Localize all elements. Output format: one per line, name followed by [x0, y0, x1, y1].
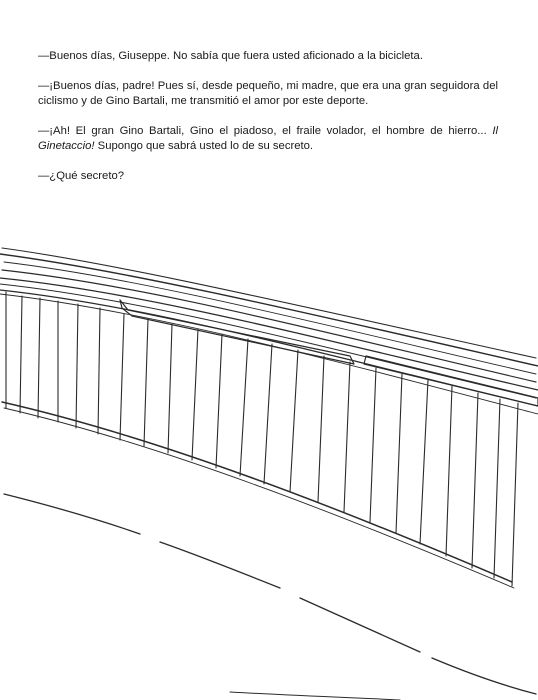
dialogue-line-2: —¡Buenos días, padre! Pues sí, desde pequeño, mi madre, que era una gran seguidora del ciclismo y de Gino Bartali, me transmitió el amor por este deporte.: [38, 80, 498, 107]
road-lines: [4, 494, 536, 700]
railing-balusters: [6, 292, 518, 586]
dialogue-line-1: —Buenos días, Giuseppe. No sabía que fuera usted aficionado a la bicicleta.: [38, 50, 423, 62]
dialogue-text: [38, 49, 498, 199]
railing-road-sketch: [0, 238, 538, 700]
dialogue-line-3-start: —¡Ah! El gran Gino Bartali, Gino el piadoso, el fraile volador, el hombre de hierro...: [38, 125, 493, 137]
dialogue-line-4: —¿Qué secreto?: [38, 170, 125, 182]
dialogue-line-3-italic: Il Ginetaccio!: [38, 125, 498, 152]
dialogue-line-3-end: Supongo que sabrá usted lo de su secreto.: [94, 140, 314, 152]
railing-bottom-rail: [2, 402, 514, 588]
dialogue-line-3: [38, 124, 498, 154]
